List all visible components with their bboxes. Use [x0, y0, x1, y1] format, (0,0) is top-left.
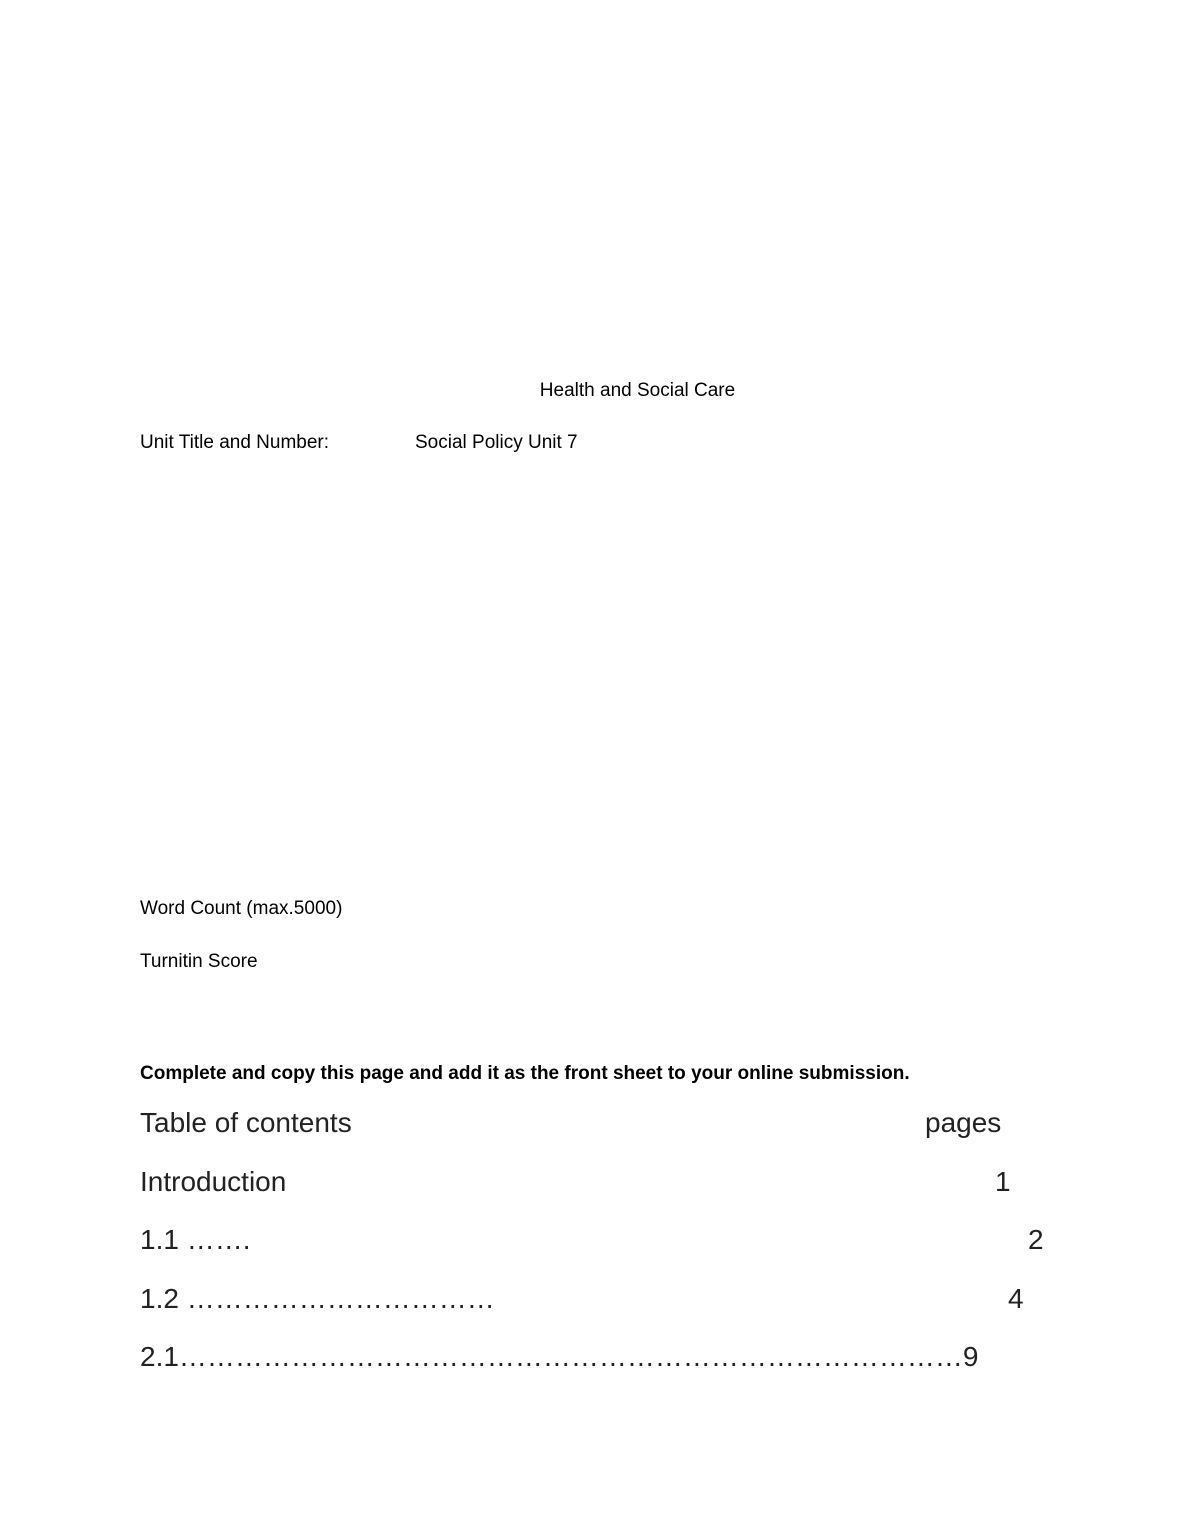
- document-title: Health and Social Care: [539, 380, 736, 401]
- toc-entry-label: 1.1 …….: [140, 1224, 251, 1255]
- toc-pages-label: pages: [925, 1107, 1002, 1138]
- unit-title-label: Unit Title and Number:: [140, 432, 330, 453]
- turnitin-score-label: Turnitin Score: [140, 951, 258, 972]
- toc-entry-label: Introduction: [140, 1166, 287, 1197]
- toc-heading: Table of contents: [140, 1107, 352, 1138]
- submission-instruction: Complete and copy this page and add it as the front sheet to your online submission.: [140, 1063, 910, 1084]
- toc-entry-label: 2.1…………………………………………………………………………9: [140, 1341, 979, 1372]
- toc-entry-page: 4: [1008, 1283, 1024, 1314]
- toc-entry-page: 2: [1028, 1224, 1044, 1255]
- unit-title-value: Social Policy Unit 7: [415, 432, 578, 453]
- toc-entry-label: 1.2 ……………………………: [140, 1283, 495, 1314]
- toc-entry-page: 1: [995, 1166, 1011, 1197]
- word-count-label: Word Count (max.5000): [140, 898, 343, 919]
